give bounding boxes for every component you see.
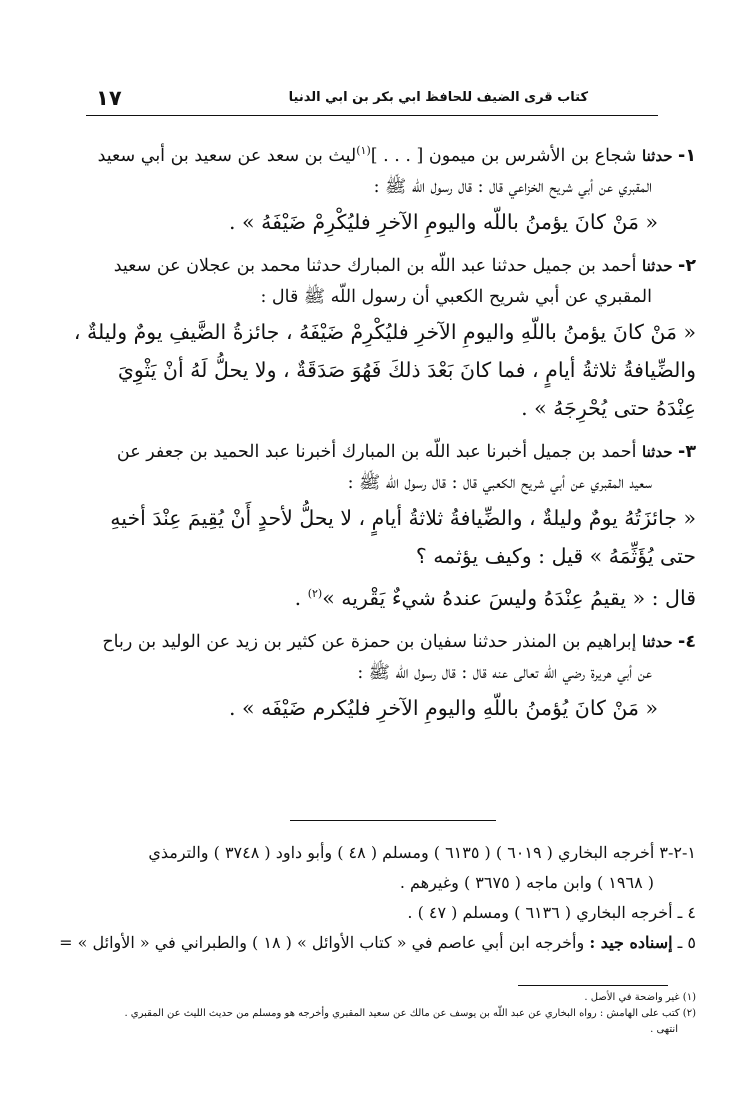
isnad-line <box>88 437 696 468</box>
haddathana-word: حدثنا <box>642 146 673 165</box>
matn-text: قال : « يقيمُ عِنْدَهُ وليسَ عندهُ شيءٌ يَقْريه » <box>322 585 696 610</box>
isnad-line <box>88 627 696 658</box>
footnote-1: (١) غير واضحة في الأصل . <box>584 992 696 1003</box>
matn-line: حتى يُؤَثِّمَهُ » قيل : وكيف يؤثمه ؟ <box>415 543 696 568</box>
main-text <box>73 135 696 737</box>
isnad-text: أحمد بن جميل حدثنا عبد اللّه بن المبارك حدثنا محمد بن عجلان عن سعيد <box>113 255 637 276</box>
hadith-1 <box>88 135 696 241</box>
matn-line: « جائزَتُهُ يومٌ وليلةٌ ، والضِّيافةُ ثلاثةُ أيامٍ ، لا يحلُّ لأحدٍ أَنْ يُقِيمَ عِنْدَ أخيهِ <box>110 505 696 530</box>
hadith-number: ٤- <box>678 631 696 652</box>
matn-line: « مَنْ كانَ يُؤمنُ باللّهِ واليومِ الآخرِ فليُكرم ضَيْفَه » . <box>229 695 658 720</box>
takhrij-line: ١-٢-٣ أخرجه البخاري ( ٦٠١٩ ) ( ٦١٣٥ ) ومسلم ( ٤٨ ) وأبو داود ( ٣٧٤٨ ) والترمذي <box>148 843 696 862</box>
book-title: كتاب قرى الضيف للحافظ ابي بكر بن ابي الدنيا <box>288 90 588 105</box>
footnote-ref: (١) <box>356 144 371 157</box>
hadith-4 <box>88 627 696 727</box>
isnad-line: المقبري عن أبي شريح الكعبي أن رسول اللّه ﷺ قال : <box>260 286 652 307</box>
isnad-line <box>88 251 696 282</box>
footnote-divider <box>518 985 668 986</box>
isnad-text: ليث بن سعد عن سعيد بن أبي سعيد <box>97 145 357 166</box>
page-number: ١٧ <box>96 86 122 110</box>
isnad-text: إبراهيم بن المنذر حدثنا سفيان بن حمزة عن كثير بن زيد عن الوليد بن رباح <box>102 631 637 652</box>
haddathana-word: حدثنا <box>642 632 673 651</box>
footnotes <box>84 990 696 1038</box>
isnad-text: أحمد بن جميل أخبرنا عبد اللّه بن المبارك أخبرنا عبد الحميد بن جعفر عن <box>116 441 637 462</box>
footnote-2: (٢) كتب على الهامش : رواه البخاري عن عبد اللّه بن يوسف عن مالك عن سعيد المقبري وأخرجه هو ومسلم من حديث الليث عن المقبري . <box>124 1008 696 1019</box>
isnad-text: شجاع بن الأشرس بن ميمون [ . . . ] <box>370 145 637 166</box>
hadith-3 <box>88 437 696 617</box>
footnote-ref: (٢) <box>307 586 323 600</box>
takhrij-line <box>59 928 696 958</box>
matn-text: . <box>294 585 308 610</box>
takhrij-grade: إسناده جيد : <box>589 933 673 952</box>
matn-line: « مَنْ كانَ يؤمنُ باللّهِ واليومِ الآخرِ فليُكْرِمْ ضَيْفَهُ ، جائزةُ الضَّيفِ يومٌ وليلةٌ ، <box>73 319 696 344</box>
matn-line <box>88 575 696 617</box>
haddathana-word: حدثنا <box>642 442 673 461</box>
hadith-number: ٢- <box>678 255 696 276</box>
takhrij-divider <box>290 820 496 821</box>
hadith-number: ٣- <box>678 441 696 462</box>
takhrij-text: وأخرجه ابن أبي عاصم في « كتاب الأوائل » ( ١٨ ) والطبراني في « الأوائل » = <box>59 933 590 952</box>
matn-line: عِنْدَهُ حتى يُحْرِجَهُ » . <box>521 395 696 420</box>
hadith-2 <box>73 251 696 427</box>
takhrij-line: ( ١٩٦٨ ) وابن ماجه ( ٣٦٧٥ ) وغيرهم . <box>399 873 654 892</box>
matn-line: « مَنْ كانَ يؤمنُ باللّه واليومِ الآخرِ فليُكْرِمْ ضَيْفَهُ » . <box>229 209 658 234</box>
haddathana-word: حدثنا <box>642 256 673 275</box>
takhrij-line: ٤ ـ أخرجه البخاري ( ٦١٣٦ ) ومسلم ( ٤٧ ) . <box>407 903 696 922</box>
running-header <box>86 86 658 116</box>
matn-line: والضِّيافةُ ثلاثةُ أيامٍ ، فما كانَ بَعْدَ ذلكَ فَهُوَ صَدَقَةٌ ، ولا يحلُّ لَهُ أنْ يَثْوِيَ <box>117 357 696 382</box>
takhrij-prefix: ٥ ـ <box>672 933 696 952</box>
isnad-line: المقبري عن أبي شريح الخزاعي قال : قال رسول الله ﷺ : <box>373 176 652 197</box>
footnote-2-cont: انتهى . <box>650 1024 678 1035</box>
isnad-line <box>88 135 696 172</box>
isnad-line: عن أبي هريرة رضي اللّه تعالى عنه قال : قال رسول اللّه ﷺ : <box>357 662 652 683</box>
takhrij-notes <box>59 838 696 958</box>
isnad-line: سعيد المقبري عن أبي شريح الكعبي قال : قال رسول اللّه ﷺ : <box>347 472 652 493</box>
header-rule <box>86 115 658 116</box>
hadith-number: ١- <box>678 145 696 166</box>
